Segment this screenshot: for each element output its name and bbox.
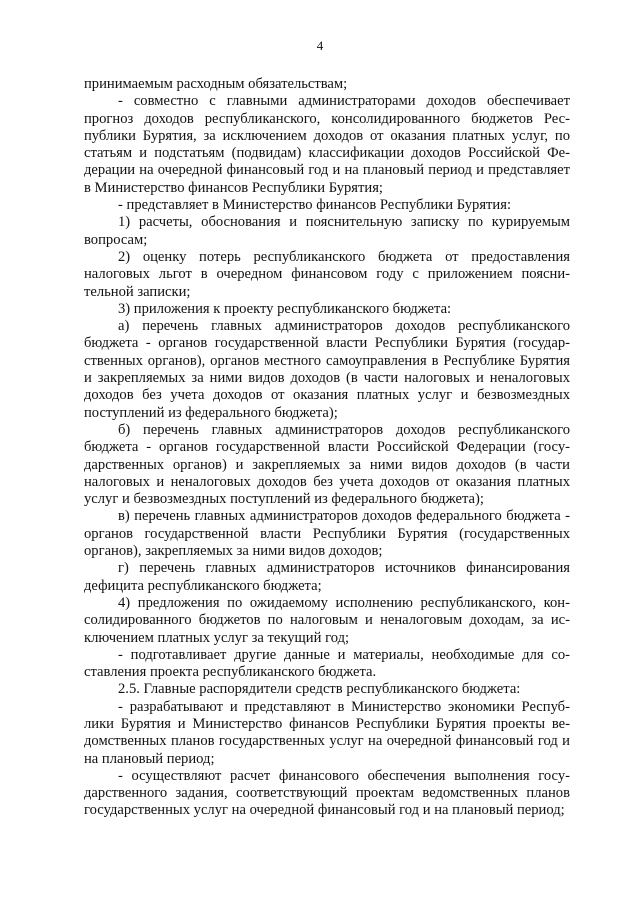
paragraph: 2) оценку потерь республиканского бюджета от предоставления налоговых льгот в очередном финансовом году с приложением пояснительной записки; (84, 248, 570, 300)
paragraph: принимаемым расходным обязательствам; (84, 76, 348, 92)
paragraph: - представляет в Министерство финансов Республики Бурятия: (118, 197, 512, 214)
paragraph: - разрабатывают и представляют в Министерство экономики Республики Бурятия и Министерство финансов Республики Бурятия проекты ведомственных планов государственных услуг на очередной финансовый год и на плановый период; (84, 698, 570, 767)
page-number: 4 (316, 38, 324, 53)
paragraph: 4) предложения по ожидаемому исполнению республиканского, консолидированного бюджетов по налоговым и неналоговым доходам, за исключением платных услуг за текущий год; (84, 594, 570, 646)
paragraph: б) перечень главных администраторов доходов республиканского бюджета - органов государственной власти Российской Федерации (государственных органов) и закрепляемых за ними видов доходов (в части налоговых и неналоговых доходов без учета доходов от оказания платных услуг и безвозмездных поступлений из федерального бюджета); (84, 421, 570, 508)
paragraph: - подготавливает другие данные и материалы, необходимые для составления проекта республиканского бюджета. (84, 646, 570, 681)
paragraph: г) перечень главных администраторов источников финансирования дефицита республиканского бюджета; (84, 560, 570, 594)
paragraph: - совместно с главными администраторами доходов обеспечивает прогноз доходов республиканского, консолидированного бюджетов Республики Бурятия, за исключением доходов от оказания платных услуг, по статьям и подстатьям (подвидам) классификации доходов Российской Федерации на очередной финансовый год и на плановый период и представляет в Министерство финансов Республики Бурятия; (84, 93, 570, 196)
paragraph: - осуществляют расчет финансового обеспечения выполнения государственного задания, соответствующий проектам ведомственных планов государственных услуг на очередной финансовый год и на плановый период; (84, 767, 570, 819)
paragraph: 2.5. Главные распорядители средств республиканского бюджета: (118, 681, 521, 698)
paragraph: в) перечень главных администраторов доходов федерального бюджета - органов государственной власти Республики Бурятия (государственных органов), закрепляемых за ними видов доходов; (84, 508, 570, 560)
document-body (84, 76, 570, 820)
paragraph: а) перечень главных администраторов доходов республиканского бюджета - органов государственной власти Республики Бурятия (государственных органов), органов местного самоуправления в Республике Бурятия и закрепляемых за ними видов доходов (в части налоговых и неналоговых доходов без учета доходов от оказания платных услуг и безвозмездных поступлений из федерального бюджета); (84, 318, 570, 421)
paragraph: 3) приложения к проекту республиканского бюджета: (118, 300, 452, 317)
paragraph: 1) расчеты, обоснования и пояснительную записку по курируемым вопросам; (84, 214, 570, 248)
